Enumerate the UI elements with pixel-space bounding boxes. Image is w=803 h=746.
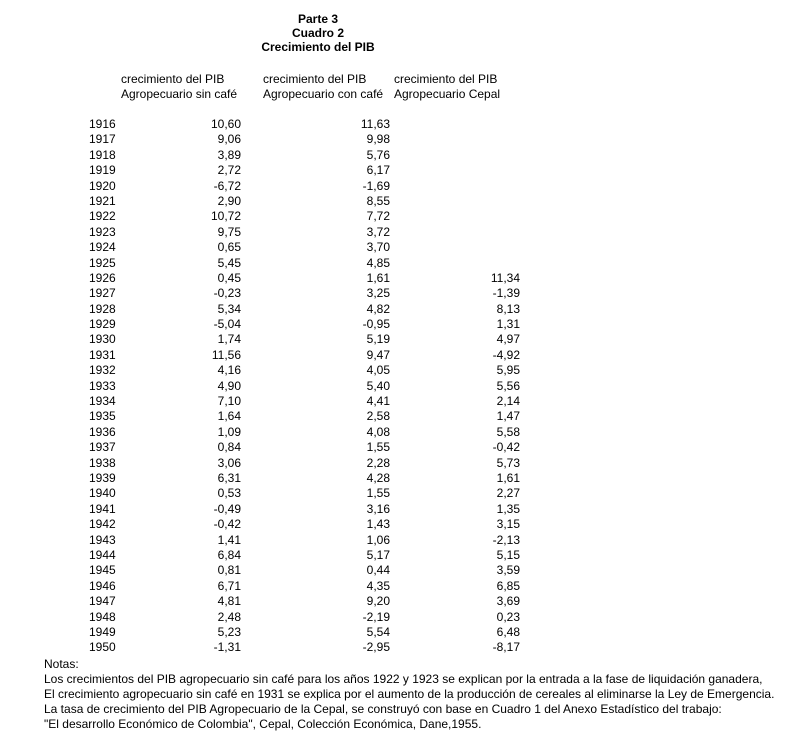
value-cepal: 6,85	[496, 578, 520, 593]
year-cell: 1935	[89, 409, 116, 424]
year-cell: 1928	[89, 301, 116, 316]
year-cell: 1939	[89, 470, 116, 485]
value-con-cafe: 4,05	[366, 363, 390, 378]
value-sin-cafe: 5,45	[217, 255, 241, 270]
year-cell: 1938	[89, 455, 116, 470]
value-sin-cafe: 6,84	[217, 547, 241, 562]
value-cepal: 2,14	[496, 394, 520, 409]
table-row	[0, 563, 803, 578]
value-sin-cafe: -5,04	[213, 317, 241, 332]
value-con-cafe: 4,82	[366, 301, 390, 316]
value-sin-cafe: 0,45	[217, 270, 241, 285]
value-cepal: 4,97	[496, 332, 520, 347]
table-row	[0, 332, 803, 347]
year-cell: 1923	[89, 224, 116, 239]
note-line: La tasa de crecimiento del PIB Agropecuario de la Cepal, se construyó con base en Cuadro 1 del Anexo Estadístico del trabajo:	[44, 702, 722, 716]
year-cell: 1937	[89, 440, 116, 455]
table-row	[0, 548, 803, 563]
table-row	[0, 394, 803, 409]
year-cell: 1921	[89, 193, 116, 208]
value-sin-cafe: 11,56	[211, 347, 241, 362]
year-cell: 1922	[89, 209, 116, 224]
table-row	[0, 409, 803, 424]
data-table	[0, 117, 803, 656]
year-cell: 1930	[89, 332, 116, 347]
value-sin-cafe: -0,23	[213, 286, 241, 301]
value-cepal: 2,27	[496, 486, 520, 501]
value-sin-cafe: 10,60	[210, 117, 241, 131]
value-con-cafe: 3,72	[366, 224, 390, 239]
note-line: El crecimiento agropecuario sin café en 1931 se explica por el aumento de la producción de cereales al eliminarse la Ley de Emergencia.	[44, 687, 775, 701]
note-line: Los crecimientos del PIB agropecuario sin café para los años 1922 y 1923 se explican por la entrada a la fase de liquidación ganadera,	[44, 672, 763, 686]
value-cepal: 3,59	[496, 563, 520, 578]
table-row	[0, 317, 803, 332]
value-sin-cafe: 4,16	[217, 363, 241, 378]
table-title	[248, 12, 388, 54]
value-con-cafe: 5,54	[366, 624, 390, 639]
value-sin-cafe: 0,84	[217, 440, 241, 455]
value-con-cafe: 4,41	[366, 394, 390, 409]
value-sin-cafe: 1,74	[217, 332, 241, 347]
value-con-cafe: 1,55	[366, 440, 390, 455]
value-cepal: 1,61	[496, 470, 520, 485]
value-con-cafe: 0,44	[366, 563, 390, 578]
value-con-cafe: 1,55	[366, 486, 390, 501]
value-sin-cafe: 5,34	[217, 301, 241, 316]
year-cell: 1943	[89, 532, 116, 547]
table-row	[0, 456, 803, 471]
table-row	[0, 440, 803, 455]
value-sin-cafe: 1,41	[217, 532, 241, 547]
column-header-line: crecimiento del PIB	[394, 72, 498, 86]
table-row	[0, 502, 803, 517]
value-con-cafe: 5,40	[366, 378, 390, 393]
value-sin-cafe: 5,23	[217, 624, 241, 639]
table-row	[0, 256, 803, 271]
table-row	[0, 240, 803, 255]
column-header-sin-cafe	[121, 72, 237, 102]
table-row	[0, 194, 803, 209]
value-sin-cafe: 10,72	[210, 209, 241, 224]
value-cepal: 11,34	[490, 270, 520, 285]
column-header-line: Agropecuario sin café	[121, 87, 238, 101]
table-row	[0, 594, 803, 609]
value-con-cafe: 3,16	[366, 501, 390, 516]
year-cell: 1918	[89, 147, 116, 162]
value-sin-cafe: 6,31	[217, 470, 241, 485]
year-cell: 1950	[89, 640, 116, 655]
value-cepal: 1,31	[496, 317, 520, 332]
table-row	[0, 486, 803, 501]
value-cepal: 1,35	[496, 501, 520, 516]
year-cell: 1916	[89, 117, 116, 131]
value-sin-cafe: 1,64	[217, 409, 241, 424]
table-row	[0, 302, 803, 317]
value-con-cafe: 5,76	[366, 147, 390, 162]
year-cell: 1947	[89, 594, 116, 609]
value-sin-cafe: 1,09	[217, 424, 241, 439]
year-cell: 1917	[89, 132, 116, 147]
value-con-cafe: 4,08	[366, 424, 390, 439]
value-con-cafe: 1,06	[366, 532, 390, 547]
value-con-cafe: -2,95	[362, 640, 390, 655]
value-sin-cafe: 0,53	[217, 486, 241, 501]
year-cell: 1942	[89, 517, 116, 532]
value-cepal: 5,15	[496, 547, 520, 562]
table-row	[0, 225, 803, 240]
column-header-cepal	[394, 72, 500, 102]
table-row	[0, 179, 803, 194]
table-row	[0, 163, 803, 178]
column-header-line: Agropecuario Cepal	[394, 87, 501, 101]
year-cell: 1945	[89, 563, 116, 578]
value-sin-cafe: 3,06	[217, 455, 241, 470]
year-cell: 1932	[89, 363, 116, 378]
notes-heading: Notas:	[44, 657, 79, 671]
value-sin-cafe: 2,48	[217, 609, 241, 624]
year-cell: 1924	[89, 240, 116, 255]
column-header-con-cafe	[263, 72, 383, 102]
value-con-cafe: 2,28	[366, 455, 390, 470]
value-con-cafe: 6,17	[366, 163, 390, 178]
table-row	[0, 209, 803, 224]
table-row	[0, 517, 803, 532]
value-con-cafe: 8,55	[366, 193, 390, 208]
year-cell: 1931	[89, 347, 116, 362]
title-subject: Crecimiento del PIB	[261, 40, 375, 54]
table-row	[0, 363, 803, 378]
value-sin-cafe: 9,06	[217, 132, 241, 147]
notes-section	[44, 657, 774, 732]
value-sin-cafe: -0,42	[213, 517, 241, 532]
title-part: Parte 3	[297, 12, 339, 26]
table-row	[0, 579, 803, 594]
value-cepal: -0,42	[492, 440, 520, 455]
table-row	[0, 348, 803, 363]
value-cepal: 5,95	[496, 363, 520, 378]
value-sin-cafe: -1,31	[213, 640, 241, 655]
table-row	[0, 379, 803, 394]
table-row	[0, 471, 803, 486]
year-cell: 1926	[89, 270, 116, 285]
value-con-cafe: 5,19	[366, 332, 390, 347]
value-con-cafe: 4,85	[366, 255, 390, 270]
year-cell: 1949	[89, 624, 116, 639]
value-con-cafe: 4,35	[366, 578, 390, 593]
table-row	[0, 132, 803, 147]
title-table-number: Cuadro 2	[291, 26, 344, 40]
value-cepal: 8,13	[496, 301, 520, 316]
year-cell: 1929	[89, 317, 116, 332]
year-cell: 1933	[89, 378, 116, 393]
value-con-cafe: -1,69	[362, 178, 390, 193]
year-cell: 1946	[89, 578, 116, 593]
column-header-line: crecimiento del PIB	[121, 72, 225, 86]
column-header-line: crecimiento del PIB	[263, 72, 367, 86]
value-con-cafe: 3,70	[366, 240, 390, 255]
value-cepal: -8,17	[492, 640, 520, 655]
value-con-cafe: 9,47	[366, 347, 390, 362]
value-con-cafe: 9,20	[366, 594, 390, 609]
value-sin-cafe: 0,65	[217, 240, 241, 255]
value-sin-cafe: 9,75	[217, 224, 241, 239]
value-cepal: 5,73	[496, 455, 520, 470]
year-cell: 1940	[89, 486, 116, 501]
value-con-cafe: 9,98	[366, 132, 390, 147]
year-cell: 1920	[89, 178, 116, 193]
value-cepal: 0,23	[496, 609, 520, 624]
table-row	[0, 425, 803, 440]
value-cepal: 3,69	[496, 594, 520, 609]
value-sin-cafe: 7,10	[217, 394, 241, 409]
value-sin-cafe: 0,81	[217, 563, 241, 578]
value-cepal: -1,39	[492, 286, 520, 301]
year-cell: 1925	[89, 255, 116, 270]
value-cepal: 3,15	[496, 517, 520, 532]
value-cepal: -4,92	[492, 347, 520, 362]
table-row	[0, 117, 803, 132]
value-con-cafe: -2,19	[362, 609, 390, 624]
value-cepal: 1,47	[496, 409, 520, 424]
value-cepal: 5,58	[496, 424, 520, 439]
year-cell: 1941	[89, 501, 116, 516]
value-con-cafe: 2,58	[366, 409, 390, 424]
value-sin-cafe: -0,49	[213, 501, 241, 516]
table-row	[0, 286, 803, 301]
value-cepal: 6,48	[496, 624, 520, 639]
table-row	[0, 610, 803, 625]
year-cell: 1936	[89, 424, 116, 439]
value-con-cafe: 4,28	[366, 470, 390, 485]
table-row	[0, 271, 803, 286]
value-con-cafe: 5,17	[366, 547, 390, 562]
value-con-cafe: 1,43	[366, 517, 390, 532]
value-sin-cafe: 4,90	[217, 378, 241, 393]
value-sin-cafe: 6,71	[217, 578, 241, 593]
year-cell: 1934	[89, 394, 116, 409]
value-con-cafe: 3,25	[366, 286, 390, 301]
year-cell: 1948	[89, 609, 116, 624]
table-row	[0, 148, 803, 163]
table-row	[0, 625, 803, 640]
value-con-cafe: -0,95	[362, 317, 390, 332]
value-sin-cafe: 4,81	[217, 594, 241, 609]
year-cell: 1944	[89, 547, 116, 562]
table-row	[0, 533, 803, 548]
value-sin-cafe: 2,72	[217, 163, 241, 178]
table-row	[0, 640, 803, 655]
note-line: "El desarrollo Económico de Colombia", Cepal, Colección Económica, Dane,1955.	[44, 717, 482, 731]
value-con-cafe: 7,72	[366, 209, 390, 224]
column-header-line: Agropecuario con café	[263, 87, 384, 101]
year-cell: 1927	[89, 286, 116, 301]
value-sin-cafe: 3,89	[217, 147, 241, 162]
value-cepal: -2,13	[492, 532, 520, 547]
value-con-cafe: 11,63	[360, 117, 390, 131]
value-sin-cafe: -6,72	[213, 178, 241, 193]
value-con-cafe: 1,61	[366, 270, 390, 285]
value-cepal: 5,56	[496, 378, 520, 393]
year-cell: 1919	[89, 163, 116, 178]
value-sin-cafe: 2,90	[217, 193, 241, 208]
